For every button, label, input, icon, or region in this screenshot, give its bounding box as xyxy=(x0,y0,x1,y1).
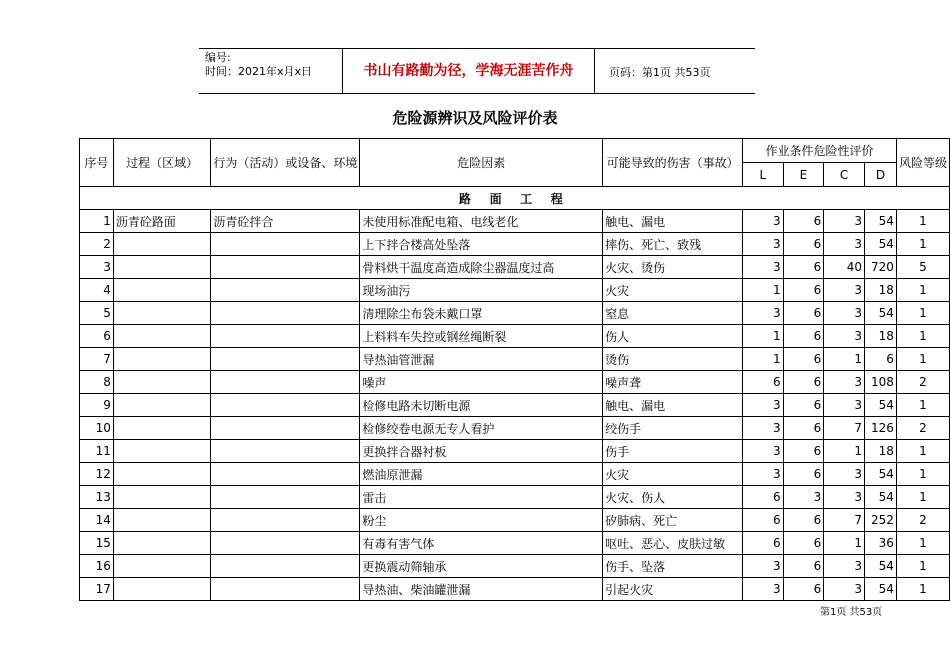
cell-e: 6 xyxy=(783,279,824,302)
cell-hazard: 燃油原泄漏 xyxy=(360,463,603,486)
cell-l: 3 xyxy=(743,302,784,325)
cell-e: 6 xyxy=(783,256,824,279)
cell-d: 54 xyxy=(864,486,896,509)
cell-c: 3 xyxy=(824,325,865,348)
cell-l: 6 xyxy=(743,509,784,532)
cell-activity xyxy=(211,302,360,325)
table-row xyxy=(80,463,950,486)
cell-level: 2 xyxy=(896,509,949,532)
cell-process xyxy=(113,256,210,279)
cell-d: 18 xyxy=(864,440,896,463)
cell-c: 3 xyxy=(824,578,865,601)
cell-c: 40 xyxy=(824,256,865,279)
cell-harm: 摔伤、死亡、致残 xyxy=(603,233,743,256)
col-eval-group: 作业条件危险性评价 xyxy=(743,139,897,163)
cell-l: 6 xyxy=(743,532,784,555)
cell-level: 1 xyxy=(896,302,949,325)
table-row xyxy=(80,302,950,325)
cell-process: 沥青砼路面 xyxy=(113,210,210,233)
cell-hazard: 上料料车失控或钢丝绳断裂 xyxy=(360,325,603,348)
cell-e: 6 xyxy=(783,463,824,486)
cell-seq: 4 xyxy=(80,279,114,302)
cell-c: 3 xyxy=(824,233,865,256)
cell-activity xyxy=(211,325,360,348)
cell-hazard: 骨料烘干温度高造成除尘器温度过高 xyxy=(360,256,603,279)
table-row xyxy=(80,325,950,348)
cell-e: 6 xyxy=(783,302,824,325)
col-seq: 序号 xyxy=(80,139,114,187)
cell-seq: 6 xyxy=(80,325,114,348)
header-row-1 xyxy=(80,139,950,163)
cell-hazard: 噪声 xyxy=(360,371,603,394)
cell-hazard: 清理除尘布袋未戴口罩 xyxy=(360,302,603,325)
cell-l: 6 xyxy=(743,486,784,509)
cell-process xyxy=(113,578,210,601)
cell-l: 3 xyxy=(743,463,784,486)
cell-d: 54 xyxy=(864,578,896,601)
cell-seq: 12 xyxy=(80,463,114,486)
cell-activity xyxy=(211,256,360,279)
cell-hazard: 有毒有害气体 xyxy=(360,532,603,555)
table-row xyxy=(80,371,950,394)
cell-level: 1 xyxy=(896,210,949,233)
cell-l: 3 xyxy=(743,578,784,601)
cell-process xyxy=(113,463,210,486)
cell-level: 1 xyxy=(896,532,949,555)
cell-activity xyxy=(211,463,360,486)
table-row xyxy=(80,233,950,256)
page-footer: 第1页 共53页 xyxy=(820,607,883,618)
cell-e: 6 xyxy=(783,578,824,601)
cell-c: 3 xyxy=(824,371,865,394)
cell-seq: 8 xyxy=(80,371,114,394)
table-row xyxy=(80,440,950,463)
header-meta xyxy=(205,51,312,79)
cell-level: 2 xyxy=(896,371,949,394)
cell-d: 720 xyxy=(864,256,896,279)
col-d: D xyxy=(864,163,896,187)
cell-level: 1 xyxy=(896,279,949,302)
cell-level: 1 xyxy=(896,486,949,509)
cell-l: 6 xyxy=(743,371,784,394)
cell-level: 1 xyxy=(896,348,949,371)
cell-level: 1 xyxy=(896,325,949,348)
cell-harm: 烫伤 xyxy=(603,348,743,371)
cell-d: 6 xyxy=(864,348,896,371)
cell-level: 5 xyxy=(896,256,949,279)
cell-e: 6 xyxy=(783,555,824,578)
col-process: 过程（区域） xyxy=(113,139,210,187)
cell-activity xyxy=(211,417,360,440)
cell-level: 1 xyxy=(896,394,949,417)
cell-harm: 引起火灾 xyxy=(603,578,743,601)
cell-l: 3 xyxy=(743,210,784,233)
cell-process xyxy=(113,233,210,256)
cell-activity: 沥青砼拌合 xyxy=(211,210,360,233)
col-e: E xyxy=(783,163,824,187)
cell-d: 54 xyxy=(864,233,896,256)
cell-process xyxy=(113,302,210,325)
table-row xyxy=(80,555,950,578)
cell-e: 6 xyxy=(783,210,824,233)
cell-level: 1 xyxy=(896,440,949,463)
cell-e: 6 xyxy=(783,440,824,463)
cell-harm: 噪声聋 xyxy=(603,371,743,394)
cell-process xyxy=(113,394,210,417)
cell-seq: 16 xyxy=(80,555,114,578)
cell-e: 6 xyxy=(783,394,824,417)
cell-c: 3 xyxy=(824,486,865,509)
cell-activity xyxy=(211,371,360,394)
col-harm: 可能导致的伤害（事故） xyxy=(603,139,743,187)
cell-level: 1 xyxy=(896,555,949,578)
cell-c: 7 xyxy=(824,509,865,532)
cell-seq: 14 xyxy=(80,509,114,532)
table-row xyxy=(80,509,950,532)
cell-hazard: 雷击 xyxy=(360,486,603,509)
table-row xyxy=(80,256,950,279)
cell-seq: 3 xyxy=(80,256,114,279)
cell-activity xyxy=(211,440,360,463)
cell-c: 1 xyxy=(824,348,865,371)
cell-seq: 5 xyxy=(80,302,114,325)
cell-activity xyxy=(211,486,360,509)
section-title: 路 面 工 程 xyxy=(80,187,950,210)
cell-activity xyxy=(211,279,360,302)
cell-d: 54 xyxy=(864,463,896,486)
cell-process xyxy=(113,486,210,509)
cell-activity xyxy=(211,233,360,256)
cell-process xyxy=(113,417,210,440)
page-label: 页码：第1页 共53页 xyxy=(609,66,711,79)
cell-d: 54 xyxy=(864,394,896,417)
cell-c: 1 xyxy=(824,440,865,463)
cell-seq: 9 xyxy=(80,394,114,417)
cell-activity xyxy=(211,348,360,371)
cell-process xyxy=(113,532,210,555)
cell-e: 6 xyxy=(783,509,824,532)
table-row xyxy=(80,210,950,233)
cell-l: 3 xyxy=(743,256,784,279)
cell-e: 6 xyxy=(783,325,824,348)
cell-c: 3 xyxy=(824,394,865,417)
col-l: L xyxy=(743,163,784,187)
cell-harm: 呕吐、恶心、皮肤过敏 xyxy=(603,532,743,555)
table-row xyxy=(80,279,950,302)
cell-d: 54 xyxy=(864,210,896,233)
cell-d: 18 xyxy=(864,325,896,348)
cell-harm: 矽肺病、死亡 xyxy=(603,509,743,532)
cell-c: 1 xyxy=(824,532,865,555)
table-row xyxy=(80,417,950,440)
col-c: C xyxy=(824,163,865,187)
table-row xyxy=(80,348,950,371)
time-label: 时间：2021年x月x日 xyxy=(205,65,313,78)
cell-process xyxy=(113,348,210,371)
cell-process xyxy=(113,325,210,348)
col-level: 风险等级 xyxy=(896,139,949,187)
cell-harm: 火灾 xyxy=(603,279,743,302)
cell-l: 3 xyxy=(743,555,784,578)
cell-harm: 火灾、烫伤 xyxy=(603,256,743,279)
cell-hazard: 未使用标准配电箱、电线老化 xyxy=(360,210,603,233)
cell-activity xyxy=(211,578,360,601)
cell-process xyxy=(113,555,210,578)
cell-l: 3 xyxy=(743,394,784,417)
page-header xyxy=(199,48,755,94)
cell-harm: 触电、漏电 xyxy=(603,210,743,233)
cell-seq: 11 xyxy=(80,440,114,463)
motto: 书山有路勤为径，学海无涯苦作舟 xyxy=(342,49,595,93)
cell-e: 6 xyxy=(783,233,824,256)
cell-e: 6 xyxy=(783,417,824,440)
cell-level: 1 xyxy=(896,463,949,486)
cell-c: 3 xyxy=(824,210,865,233)
cell-harm: 伤人 xyxy=(603,325,743,348)
hazard-table xyxy=(79,138,950,601)
cell-seq: 10 xyxy=(80,417,114,440)
cell-c: 3 xyxy=(824,302,865,325)
cell-l: 3 xyxy=(743,417,784,440)
cell-harm: 火灾 xyxy=(603,463,743,486)
cell-d: 54 xyxy=(864,555,896,578)
cell-seq: 2 xyxy=(80,233,114,256)
cell-harm: 触电、漏电 xyxy=(603,394,743,417)
cell-d: 36 xyxy=(864,532,896,555)
cell-c: 7 xyxy=(824,417,865,440)
cell-c: 3 xyxy=(824,279,865,302)
cell-l: 1 xyxy=(743,325,784,348)
cell-d: 18 xyxy=(864,279,896,302)
cell-hazard: 检修绞卷电源无专人看护 xyxy=(360,417,603,440)
table-row xyxy=(80,486,950,509)
cell-harm: 伤手 xyxy=(603,440,743,463)
cell-process xyxy=(113,371,210,394)
cell-harm: 绞伤手 xyxy=(603,417,743,440)
cell-c: 3 xyxy=(824,463,865,486)
table-row xyxy=(80,578,950,601)
cell-seq: 7 xyxy=(80,348,114,371)
cell-process xyxy=(113,509,210,532)
cell-d: 54 xyxy=(864,302,896,325)
cell-hazard: 更换震动筛轴承 xyxy=(360,555,603,578)
cell-hazard: 导热油、柴油罐泄漏 xyxy=(360,578,603,601)
cell-hazard: 导热油管泄漏 xyxy=(360,348,603,371)
cell-e: 6 xyxy=(783,371,824,394)
col-hazard: 危险因素 xyxy=(360,139,603,187)
cell-level: 2 xyxy=(896,417,949,440)
cell-e: 6 xyxy=(783,348,824,371)
cell-hazard: 粉尘 xyxy=(360,509,603,532)
cell-hazard: 上下拌合楼高处坠落 xyxy=(360,233,603,256)
cell-harm: 伤手、坠落 xyxy=(603,555,743,578)
col-activity: 行为（活动）或设备、环境 xyxy=(211,139,360,187)
cell-l: 3 xyxy=(743,440,784,463)
number-label: 编号: xyxy=(205,51,231,64)
cell-seq: 17 xyxy=(80,578,114,601)
cell-l: 1 xyxy=(743,348,784,371)
cell-process xyxy=(113,279,210,302)
document-title: 危险源辨识及风险评价表 xyxy=(392,109,558,127)
cell-d: 108 xyxy=(864,371,896,394)
cell-hazard: 更换拌合器衬板 xyxy=(360,440,603,463)
cell-level: 1 xyxy=(896,233,949,256)
cell-process xyxy=(113,440,210,463)
table-row xyxy=(80,394,950,417)
cell-seq: 1 xyxy=(80,210,114,233)
section-row xyxy=(80,187,950,210)
cell-activity xyxy=(211,532,360,555)
cell-e: 6 xyxy=(783,532,824,555)
cell-harm: 窒息 xyxy=(603,302,743,325)
cell-d: 252 xyxy=(864,509,896,532)
cell-activity xyxy=(211,509,360,532)
cell-d: 126 xyxy=(864,417,896,440)
cell-activity xyxy=(211,555,360,578)
cell-c: 3 xyxy=(824,555,865,578)
cell-seq: 15 xyxy=(80,532,114,555)
cell-activity xyxy=(211,394,360,417)
cell-harm: 火灾、伤人 xyxy=(603,486,743,509)
cell-level: 1 xyxy=(896,578,949,601)
cell-seq: 13 xyxy=(80,486,114,509)
cell-hazard: 检修电路未切断电源 xyxy=(360,394,603,417)
cell-hazard: 现场油污 xyxy=(360,279,603,302)
table-row xyxy=(80,532,950,555)
cell-e: 3 xyxy=(783,486,824,509)
cell-l: 1 xyxy=(743,279,784,302)
cell-l: 3 xyxy=(743,233,784,256)
